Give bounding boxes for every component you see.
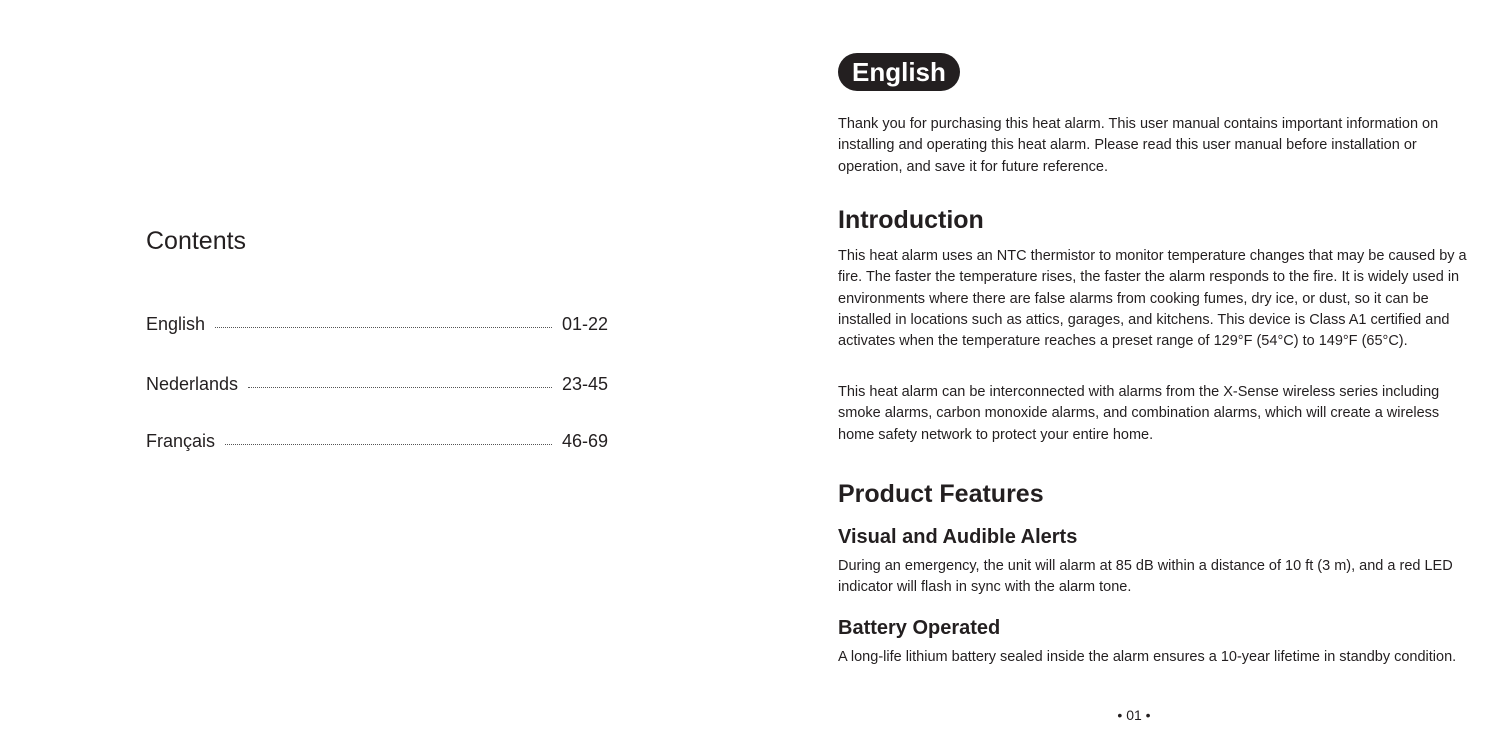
page-number: • 01 • <box>1117 707 1151 723</box>
feature-description: During an emergency, the unit will alarm at 85 dB within a distance of 10 ft (3 m), and a red LED indicator will flash in sync with the alarm tone. <box>838 558 1453 596</box>
toc-label: Français <box>146 430 216 451</box>
toc-entry-francais[interactable] <box>146 429 608 453</box>
toc-page-range: 46-69 <box>561 430 608 451</box>
toc-label: Nederlands <box>146 373 239 394</box>
feature-title: Visual and Audible Alerts <box>838 526 1078 548</box>
intro-paragraph: Thank you for purchasing this heat alarm. This user manual contains important information on installing and operating this heat alarm. Please read this user manual before installation or operation, and save it for future reference. <box>838 116 1439 175</box>
introduction-paragraph-2: This heat alarm can be interconnected with alarms from the X-Sense wireless series including smoke alarms, carbon monoxide alarms, and combination alarms, which will create a wireless home safety network to protect your entire home. <box>838 384 1440 443</box>
feature-title: Battery Operated <box>838 617 1001 639</box>
language-badge: English <box>838 53 960 91</box>
toc-page-range: 01-22 <box>561 313 608 334</box>
toc-leader-dots <box>248 387 552 388</box>
toc-leader-dots <box>225 444 552 445</box>
english-page <box>756 0 1512 756</box>
feature-description: A long-life lithium battery sealed inside the alarm ensures a 10-year lifetime in standby condition. <box>838 649 1457 665</box>
toc-page-range: 23-45 <box>561 373 608 394</box>
toc-entry-english[interactable] <box>146 312 608 336</box>
toc-leader-dots <box>215 327 552 328</box>
toc-entry-nederlands[interactable] <box>146 372 608 396</box>
product-features-heading: Product Features <box>838 480 1044 508</box>
introduction-heading: Introduction <box>838 206 984 234</box>
introduction-paragraph-1: This heat alarm uses an NTC thermistor to monitor temperature changes that may be caused by a fire. The faster the temperature rises, the faster the alarm responds to the fire. It is widely used in environments where there are false alarms from cooking fumes, dry ice, or dust, so it can be installed in locations such as attics, garages, and kitchens. This device is Class A1 certified and activates when the temperature reaches a preset range of 129°F (54°C) to 149°F (65°C). <box>838 248 1467 350</box>
contents-title: Contents <box>146 227 247 255</box>
toc-label: English <box>146 313 206 334</box>
